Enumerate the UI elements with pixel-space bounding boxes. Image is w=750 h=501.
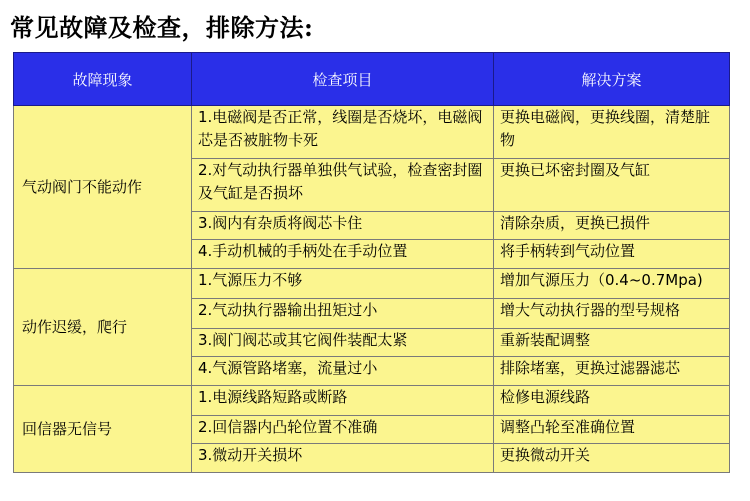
fix-cell: 增加气源压力（0.4~0.7Mpa) (494, 269, 730, 299)
check-cell: 2.气动执行器输出扭矩过小 (192, 299, 494, 329)
fix-cell: 增大气动执行器的型号规格 (494, 299, 730, 329)
check-cell: 1.气源压力不够 (192, 269, 494, 299)
check-cell: 3.微动开关损坏 (192, 444, 494, 473)
check-cell: 2.回信器内凸轮位置不准确 (192, 416, 494, 444)
fix-cell: 重新装配调整 (494, 329, 730, 357)
table-row (14, 106, 730, 159)
fix-cell: 更换微动开关 (494, 444, 730, 473)
fix-cell: 更换电磁阀，更换线圈，清楚脏物 (494, 106, 730, 159)
fix-cell: 检修电源线路 (494, 386, 730, 416)
fix-cell: 更换已坏密封圈及气缸 (494, 159, 730, 212)
fix-cell: 排除堵塞，更换过滤器滤芯 (494, 357, 730, 386)
check-cell: 4.手动机械的手柄处在手动位置 (192, 240, 494, 269)
check-cell: 3.阀内有杂质将阀芯卡住 (192, 212, 494, 240)
table-row (14, 386, 730, 416)
fault-cell: 气动阀门不能动作 (14, 106, 192, 269)
table-row (14, 269, 730, 299)
header-check: 检查项目 (192, 53, 494, 106)
fix-cell: 调整凸轮至准确位置 (494, 416, 730, 444)
check-cell: 2.对气动执行器单独供气试验，检查密封圈及气缸是否损坏 (192, 159, 494, 212)
page-title: 常见故障及检查，排除方法: (10, 13, 314, 42)
fault-table (13, 52, 730, 473)
check-cell: 4.气源管路堵塞，流量过小 (192, 357, 494, 386)
fix-cell: 将手柄转到气动位置 (494, 240, 730, 269)
header-fix: 解决方案 (494, 53, 730, 106)
fault-cell: 动作迟缓，爬行 (14, 269, 192, 386)
fault-cell: 回信器无信号 (14, 386, 192, 473)
check-cell: 1.电磁阀是否正常，线圈是否烧坏，电磁阀芯是否被脏物卡死 (192, 106, 494, 159)
check-cell: 3.阀门阀芯或其它阀件装配太紧 (192, 329, 494, 357)
header-fault: 故障现象 (14, 53, 192, 106)
fix-cell: 清除杂质，更换已损件 (494, 212, 730, 240)
table-header-row (14, 53, 730, 106)
check-cell: 1.电源线路短路或断路 (192, 386, 494, 416)
